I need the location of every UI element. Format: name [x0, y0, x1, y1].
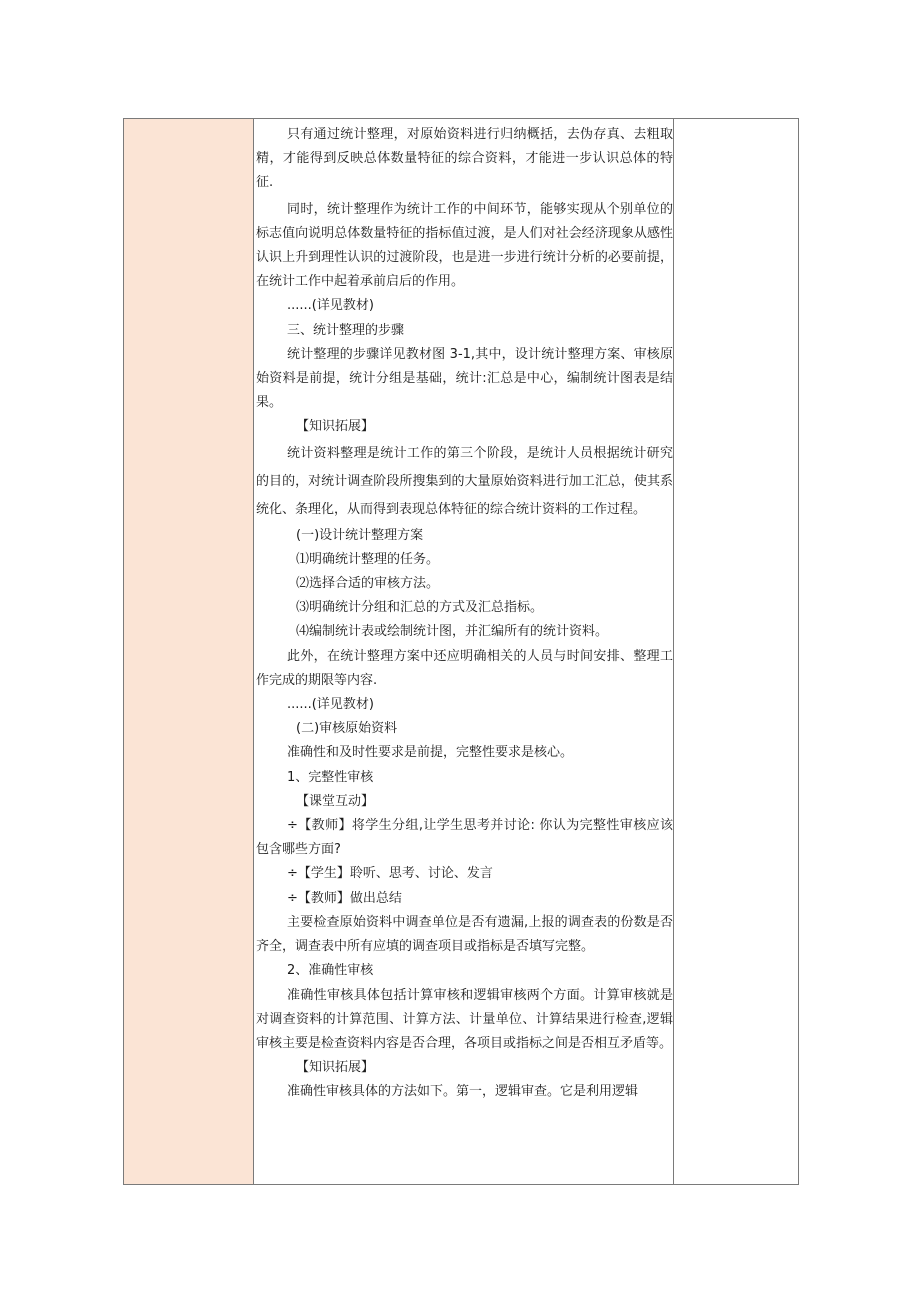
paragraph: 统计整理的步骤详见教材图 3-1,其中，设计统计整理方案、审核原始资料是前提，统计分组是基础，统计:汇总是中心，编制统计图表是结果。 [256, 346, 673, 411]
section-heading: 【课堂互动】 [296, 793, 375, 809]
section-heading: (二)审核原始资料 [296, 721, 398, 737]
table-content-column [254, 119, 674, 1184]
table-left-column [124, 119, 254, 1184]
list-item: ⑶明确统计分组和汇总的方式及汇总指标。 [296, 600, 544, 616]
paragraph: 只有通过统计整理，对原始资料进行归纳概括，去伪存真、去粗取精，才能得到反映总体数量特征的综合资料，才能进一步认识总体的特征. [256, 127, 673, 191]
section-heading: 【知识拓展】 [296, 1060, 375, 1076]
section-heading: 2、准确性审核 [287, 963, 374, 979]
section-heading: (一)设计统计整理方案 [296, 527, 424, 543]
paragraph: ÷【学生】聆听、思考、讨论、发言 [287, 866, 493, 882]
paragraph: 同时，统计整理作为统计工作的中间环节，能够实现从个别单位的标志值向说明总体数量特征的指标值过渡，是人们对社会经济现象从感性认识上升到理性认识的过渡阶段，也是进一步进行统计分析的必要前提，在统计工作中起着承前启后的作用。 [256, 201, 673, 290]
list-item: ⑷编制统计表或绘制统计图，并汇编所有的统计资料。 [296, 624, 609, 640]
paragraph: 此外，在统计整理方案中还应明确相关的人员与时间安排、整理工作完成的期限等内容. [256, 648, 673, 688]
paragraph: 准确性审核具体包括计算审核和逻辑审核两个方面。计算审核就是对调查资料的计算范围、计算方法、计量单位、计算结果进行检查,逻辑审核主要是检查资料内容是否合理，各项目或指标之间是否相互矛盾等。 [256, 987, 673, 1051]
paragraph: 准确性和及时性要求是前提，完整性要求是核心。 [287, 745, 574, 761]
paragraph: 统计资料整理是统计工作的第三个阶段，是统计人员根据统计研究的目的，对统计调查阶段所搜集到的大量原始资料进行加工汇总，使其系统化、条理化，从而得到表现总体特征的综合统计资料的工作过程。 [256, 445, 673, 517]
lesson-table [123, 118, 799, 1185]
paragraph: 主要检查原始资料中调查单位是否有遗漏,上报的调查表的份数是否齐全，调查表中所有应填的调查项目或指标是否填写完整。 [256, 914, 673, 955]
list-item: ⑵选择合适的审核方法。 [296, 576, 440, 592]
paragraph: ......(详见教材) [287, 697, 374, 713]
section-heading: 【知识拓展】 [296, 419, 375, 435]
section-heading: 1、完整性审核 [287, 769, 374, 785]
paragraph: ......(详见教材) [287, 298, 374, 314]
paragraph: ÷【教师】将学生分组,让学生思考并讨论: 你认为完整性审核应该包含哪些方面? [256, 818, 673, 858]
section-heading: 三、统计整理的步骤 [287, 322, 405, 338]
table-right-column [674, 119, 798, 1184]
paragraph: 准确性审核具体的方法如下。第一，逻辑审查。它是利用逻辑 [287, 1084, 639, 1100]
paragraph: ÷【教师】做出总结 [287, 890, 402, 906]
list-item: ⑴明确统计整理的任务。 [296, 551, 440, 567]
